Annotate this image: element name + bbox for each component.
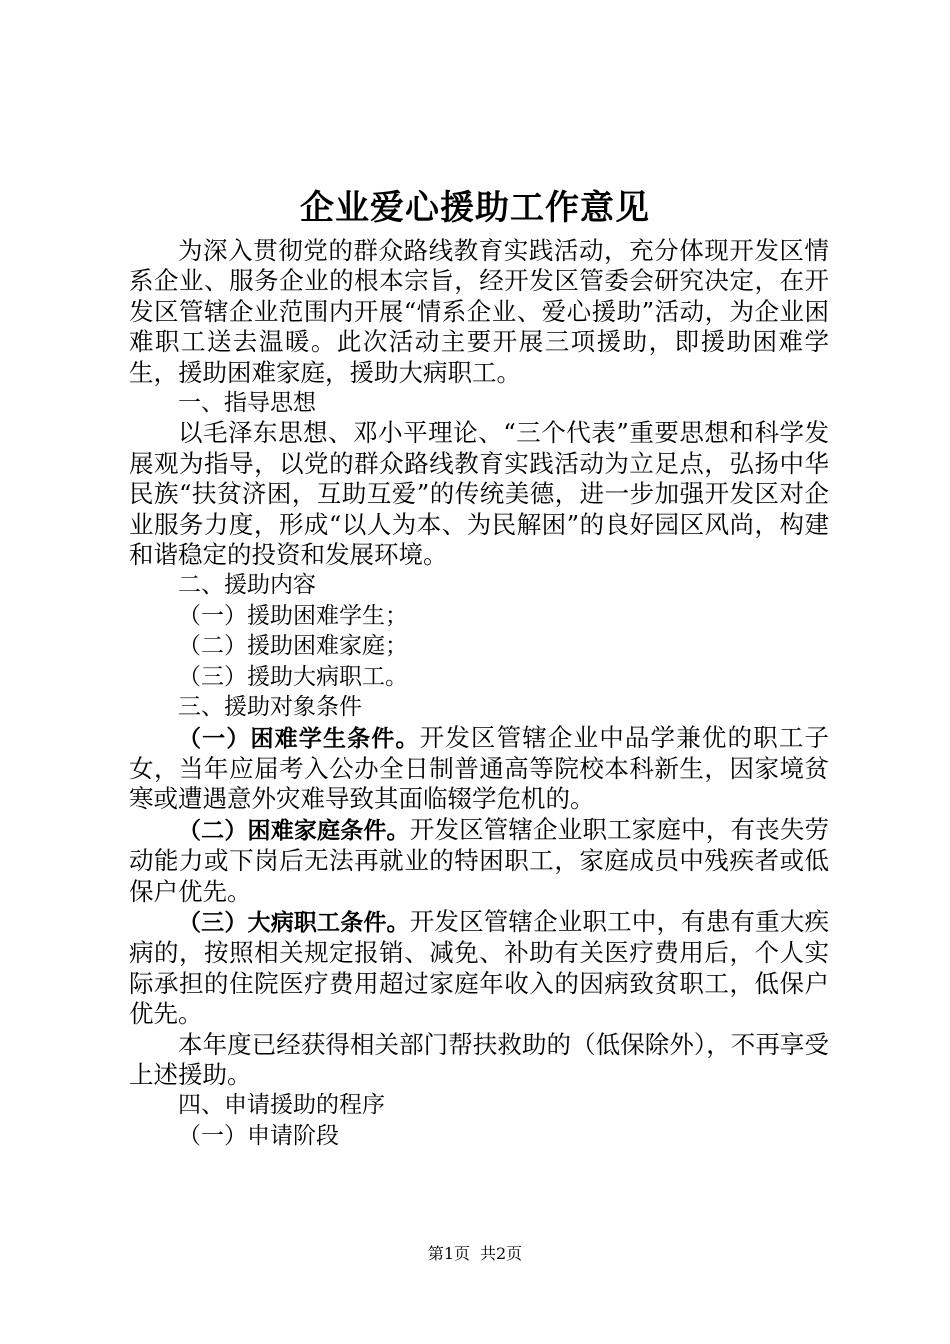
page-total: 共2页: [480, 1244, 523, 1263]
section-3-heading: 三、援助对象条件: [178, 694, 362, 721]
page-number: 第1页: [427, 1244, 470, 1263]
aid-item-1: （一）援助困难学生；: [178, 602, 408, 629]
condition-label-2: （二）困难家庭条件。: [178, 817, 410, 844]
document-title: 企业爱心援助工作意见: [300, 188, 650, 228]
aid-item-3: （三）援助大病职工。: [178, 663, 408, 690]
condition-label-1: （一）困难学生条件。: [178, 725, 420, 752]
section-2-heading: 二、援助内容: [178, 572, 316, 599]
condition-text-1: 开发区管辖企业中品学兼优的职工子女，当年应届考入公办全日制普通高等院校本科新生，因家境贫寒或遭遇意外灾难导致其面临辍学危机的。: [129, 722, 830, 814]
section-4-heading: 四、申请援助的程序: [178, 1092, 385, 1119]
section-1-heading: 一、指导思想: [178, 390, 316, 417]
section-3-note: 本年度已经获得相关部门帮扶救助的（低保除外），不再享受上述援助。: [129, 1029, 829, 1089]
aid-item-2: （二）援助困难家庭；: [178, 633, 408, 660]
intro-paragraph: 为深入贯彻党的群众路线教育实践活动，充分体现开发区情系企业、服务企业的根本宗旨，经开发区管委会研究决定，在开发区管辖企业范围内开展“情系企业、爱心援助”活动，为企业困难职工送去温暖。此次活动主要开展三项援助，即援助困难学生，援助困难家庭，援助大病职工。: [129, 236, 829, 387]
condition-text-2: 开发区管辖企业职工家庭中，有丧失劳动能力或下岗后无法再就业的特困职工，家庭成员中残疾者或低保户优先。: [129, 814, 830, 906]
condition-paragraph-3: [129, 907, 829, 1030]
condition-text-3: 开发区管辖企业职工中，有患有重大疾病的，按照相关规定报销、减免、补助有关医疗费用后，个人实际承担的住院医疗费用超过家庭年收入的因病致贫职工，低保户优先。: [129, 906, 830, 1029]
condition-paragraph-1: [129, 723, 829, 815]
document-body: [129, 236, 829, 1151]
section-1-paragraph: 以毛泽东思想、邓小平理论、“三个代表”重要思想和科学发展观为指导，以党的群众路线教育实践活动为立足点，弘扬中华民族“扶贫济困，互助互爱”的传统美德，进一步加强开发区对企业服务力度，形成“以人为本、为民解困”的良好园区风尚，构建和谐稳定的投资和发展环境。: [129, 418, 829, 570]
condition-paragraph-2: [129, 815, 829, 907]
page-footer: [0, 1242, 950, 1266]
condition-label-3: （三）大病职工条件。: [178, 909, 410, 936]
section-4-sub-1: （一）申请阶段: [178, 1122, 339, 1149]
